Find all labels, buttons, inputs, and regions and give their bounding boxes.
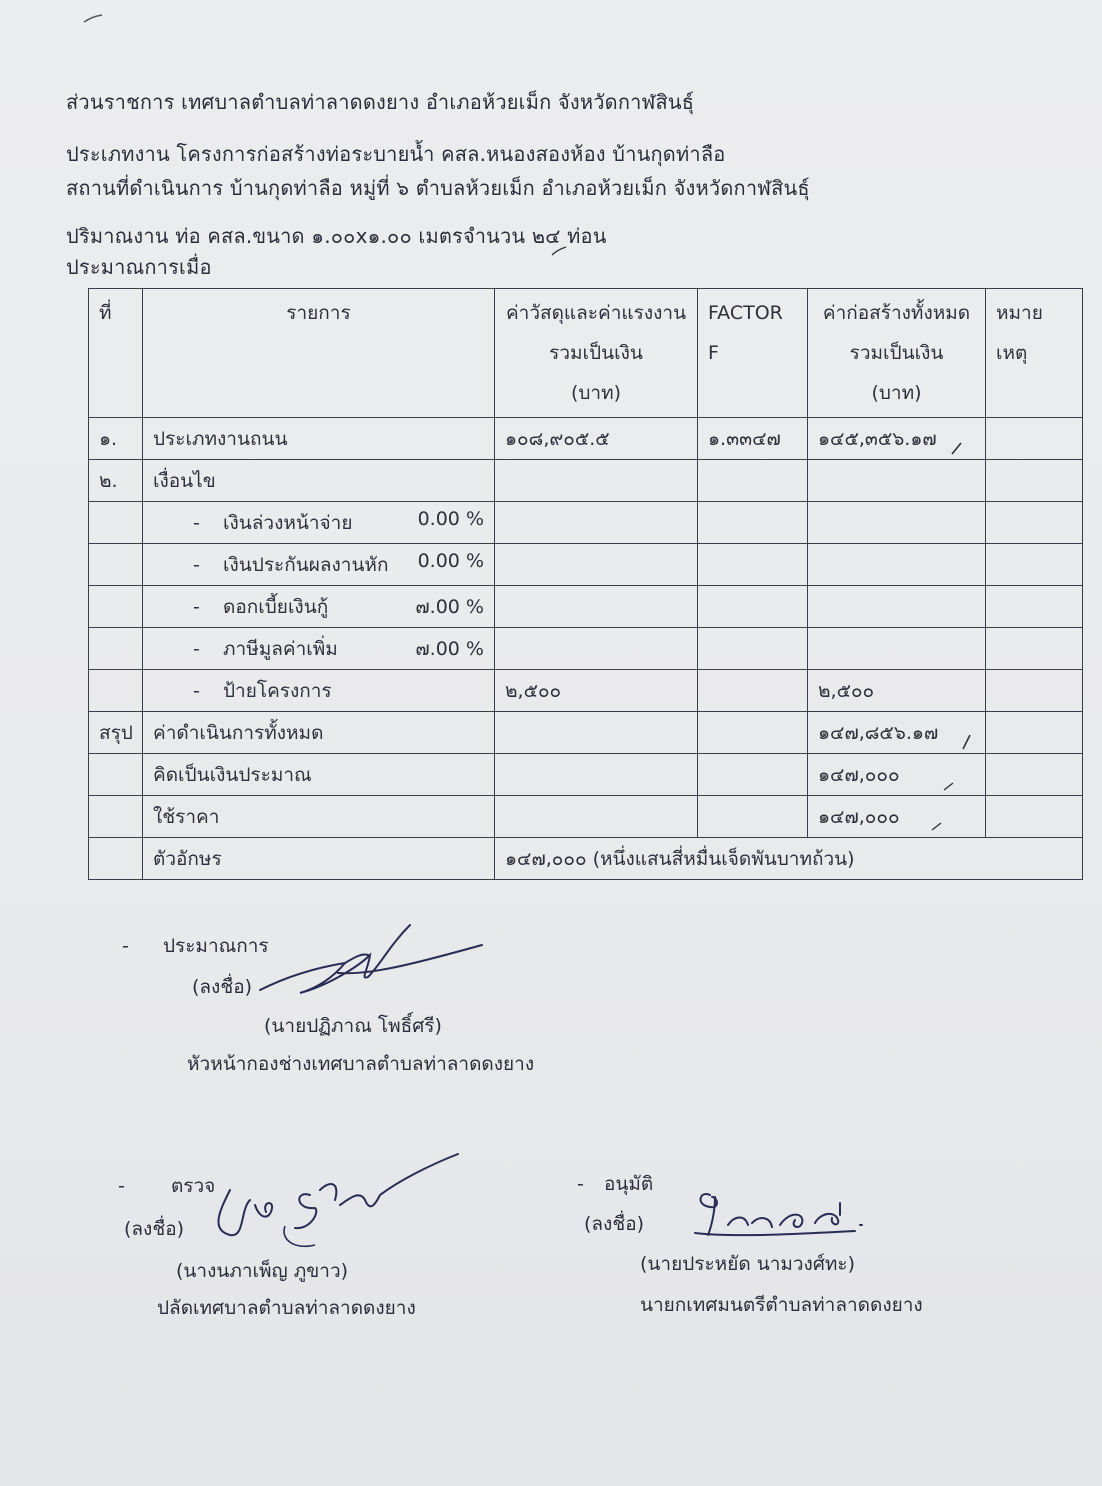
approver-sign-label: (ลงชื่อ) <box>584 1213 645 1235</box>
row-material <box>495 502 698 544</box>
row-material: ๒,๕๐๐ <box>495 670 698 712</box>
corner-mark <box>82 12 106 26</box>
table-row <box>89 460 1083 502</box>
summary-approx-value: ๑๔๗,๐๐๐ <box>808 754 986 796</box>
row-no <box>89 754 143 796</box>
table-row <box>89 544 1083 586</box>
row-item <box>143 628 495 670</box>
checker-role: ตรวจ <box>170 1175 216 1197</box>
estimator-name: (นายปฏิภาณ โพธิ์ศรี) <box>264 1015 442 1037</box>
row-item-label: ป้ายโครงการ <box>223 679 332 702</box>
agency-line: ส่วนราชการ เทศบาลตำบลท่าลาดดงยาง อำเภอห้วยเม็ก จังหวัดกาฬสินธุ์ <box>66 90 695 114</box>
row-no <box>89 586 143 628</box>
row-material: ๑๐๘,๙๐๕.๕ <box>495 418 698 460</box>
checker-name: (นางนภาเพ็ญ ภูขาว) <box>176 1260 349 1282</box>
row-item: เงื่อนไข <box>143 460 495 502</box>
check-mark <box>950 440 964 456</box>
header-factor-line: F <box>708 342 719 364</box>
row-total: ๑๔๕,๓๕๖.๑๗ <box>808 418 986 460</box>
checker-position: ปลัดเทศบาลตำบลท่าลาดดงยาง <box>157 1297 416 1319</box>
table-row <box>89 502 1083 544</box>
check-mark <box>550 245 568 257</box>
table-row <box>89 670 1083 712</box>
row-factor: ๑.๓๓๔๗ <box>698 418 808 460</box>
summary-row <box>89 838 1083 880</box>
summary-price-label: ใช้ราคา <box>143 796 495 838</box>
row-remark <box>986 544 1083 586</box>
work-type-line: ประเภทงาน โครงการก่อสร้างท่อระบายน้ำ คสล.หนองสองห้อง บ้านกุดท่าลือ <box>66 142 726 166</box>
summary-approx-label: คิดเป็นเงินประมาณ <box>143 754 495 796</box>
summary-letters-value: ๑๔๗,๐๐๐ (หนึ่งแสนสี่หมื่นเจ็ดพันบาทถ้วน) <box>495 838 1083 880</box>
approver-dash: - <box>577 1173 584 1195</box>
estimator-role-line <box>122 931 269 961</box>
row-remark <box>986 628 1083 670</box>
approver-role: อนุมัติ <box>603 1173 654 1195</box>
row-factor <box>698 796 808 838</box>
row-dash: - <box>193 637 200 660</box>
row-factor <box>698 586 808 628</box>
header-material-line: (บาท) <box>570 382 622 404</box>
row-no <box>89 838 143 880</box>
row-remark <box>986 586 1083 628</box>
row-no <box>89 544 143 586</box>
row-total <box>808 502 986 544</box>
header-factor-line: FACTOR <box>708 302 783 324</box>
approver-role-line <box>577 1169 653 1199</box>
header-material-cost <box>495 289 698 418</box>
row-factor <box>698 502 808 544</box>
estimate-table <box>88 288 1083 880</box>
summary-price-value: ๑๔๗,๐๐๐ <box>808 796 986 838</box>
row-factor <box>698 670 808 712</box>
row-dash: - <box>193 511 200 534</box>
approver-name: (นายประหยัด นามวงศ์ทะ) <box>640 1253 856 1275</box>
row-percent: ๗.00 % <box>415 595 484 618</box>
estimator-position: หัวหน้ากองช่างเทศบาลตำบลท่าลาดดงยาง <box>187 1053 535 1075</box>
row-percent: 0.00 % <box>417 507 484 530</box>
row-percent: 0.00 % <box>417 549 484 572</box>
row-material <box>495 712 698 754</box>
header-no: ที่ <box>89 289 143 418</box>
row-item-label: เงินล่วงหน้าจ่าย <box>223 511 353 534</box>
estimate-date-line: ประมาณการเมื่อ <box>66 255 212 279</box>
location-line: สถานที่ดำเนินการ บ้านกุดท่าลือ หมู่ที่ ๖ ตำบลห้วยเม็ก อำเภอห้วยเม็ก จังหวัดกาฬสินธุ์ <box>66 176 810 200</box>
row-total <box>808 628 986 670</box>
row-factor <box>698 544 808 586</box>
header-item: รายการ <box>143 289 495 418</box>
check-mark <box>930 820 944 832</box>
estimator-sign-label: (ลงชื่อ) <box>192 976 253 998</box>
row-total <box>808 544 986 586</box>
summary-row <box>89 754 1083 796</box>
row-item <box>143 670 495 712</box>
row-material <box>495 460 698 502</box>
row-no <box>89 670 143 712</box>
row-item: ประเภทงานถนน <box>143 418 495 460</box>
header-factor <box>698 289 808 418</box>
header-material-line: ค่าวัสดุและค่าแรงงาน <box>505 302 687 324</box>
header-remark <box>986 289 1083 418</box>
row-item <box>143 586 495 628</box>
header-total-line: รวมเป็นเงิน <box>849 342 944 364</box>
row-material <box>495 628 698 670</box>
estimator-signature <box>250 915 490 1005</box>
row-item-label: ดอกเบี้ยเงินกู้ <box>223 595 329 618</box>
row-percent: ๗.00 % <box>415 637 484 660</box>
row-dash: - <box>193 595 200 618</box>
header-total-line: ค่าก่อสร้างทั้งหมด <box>822 302 971 324</box>
row-item <box>143 502 495 544</box>
approver-position: นายกเทศมนตรีตำบลท่าลาดดงยาง <box>640 1294 923 1316</box>
row-material <box>495 586 698 628</box>
row-no <box>89 628 143 670</box>
row-remark <box>986 502 1083 544</box>
row-remark <box>986 754 1083 796</box>
header-total-cost <box>808 289 986 418</box>
summary-total-value: ๑๔๗,๘๕๖.๑๗ <box>808 712 986 754</box>
checker-signature <box>200 1150 465 1260</box>
checker-sign-label: (ลงชื่อ) <box>124 1218 185 1240</box>
row-factor <box>698 754 808 796</box>
table-row <box>89 586 1083 628</box>
row-material <box>495 754 698 796</box>
summary-total-label: ค่าดำเนินการทั้งหมด <box>143 712 495 754</box>
row-no: ๑. <box>89 418 143 460</box>
row-item-label: ภาษีมูลค่าเพิ่ม <box>223 637 338 660</box>
row-item-label: เงินประกันผลงานหัก <box>223 553 389 576</box>
row-remark <box>986 796 1083 838</box>
table-row <box>89 418 1083 460</box>
row-dash: - <box>193 679 200 702</box>
row-no <box>89 502 143 544</box>
row-total <box>808 586 986 628</box>
row-no: ๒. <box>89 460 143 502</box>
header-material-line: รวมเป็นเงิน <box>549 342 643 364</box>
row-item <box>143 544 495 586</box>
quantity-line: ปริมาณงาน ท่อ คสล.ขนาด ๑.๐๐x๑.๐๐ เมตรจำนวน ๒๔ ท่อน <box>66 224 607 248</box>
row-dash: - <box>193 553 200 576</box>
estimator-role: ประมาณการ <box>162 935 269 957</box>
row-material <box>495 796 698 838</box>
row-remark <box>986 670 1083 712</box>
check-mark <box>942 780 956 792</box>
row-remark <box>986 418 1083 460</box>
header-remark-line: เหตุ <box>996 342 1028 364</box>
summary-letters-label: ตัวอักษร <box>143 838 495 880</box>
row-no <box>89 796 143 838</box>
summary-row <box>89 712 1083 754</box>
row-material <box>495 544 698 586</box>
header-remark-line: หมาย <box>996 302 1043 324</box>
row-factor <box>698 712 808 754</box>
table-header-row <box>89 289 1083 418</box>
row-remark <box>986 460 1083 502</box>
row-remark <box>986 712 1083 754</box>
header-total-line: (บาท) <box>871 382 922 404</box>
check-mark <box>960 733 974 751</box>
approver-signature <box>690 1185 875 1245</box>
row-total <box>808 460 986 502</box>
row-total: ๒,๕๐๐ <box>808 670 986 712</box>
row-factor <box>698 628 808 670</box>
row-factor <box>698 460 808 502</box>
summary-label: สรุป <box>89 712 143 754</box>
checker-dash: - <box>118 1175 125 1197</box>
estimator-dash: - <box>122 935 129 957</box>
table-row <box>89 628 1083 670</box>
